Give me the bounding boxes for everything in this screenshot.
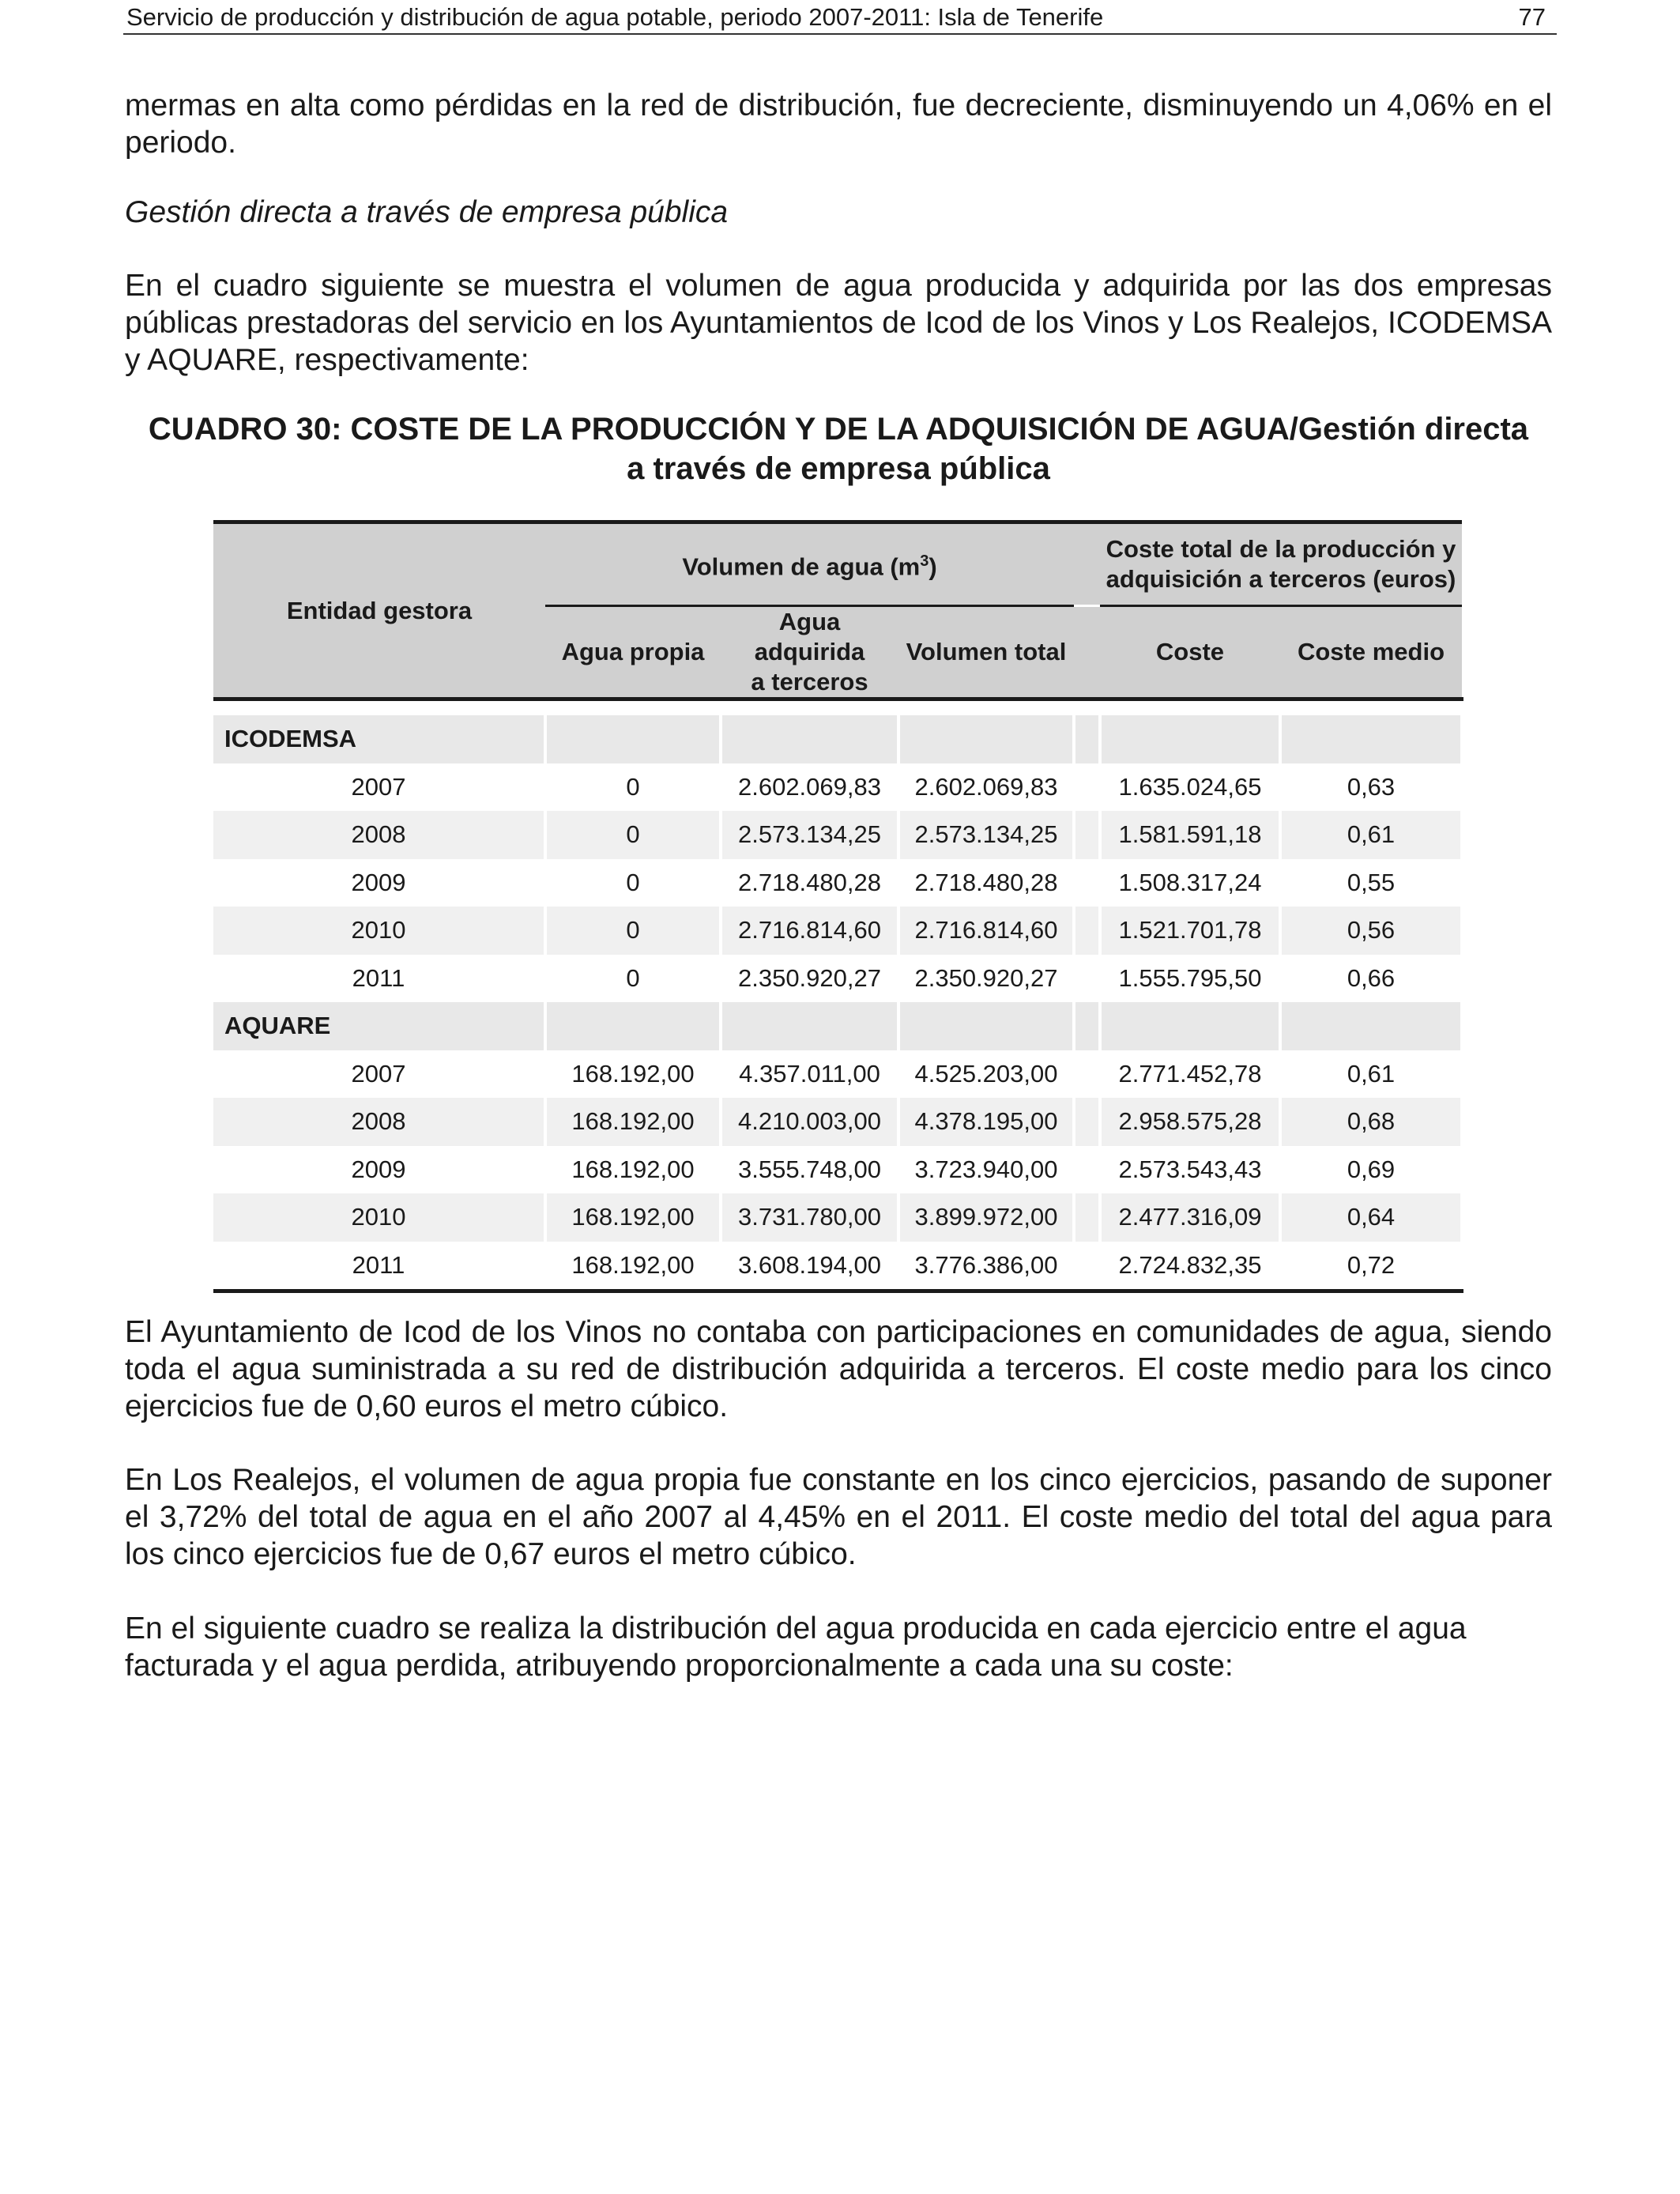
- cell-agua-adquirida: 2.573.134,25: [721, 811, 898, 859]
- cell-gap: [1074, 1146, 1100, 1194]
- cell-coste: 2.958.575,28: [1100, 1098, 1280, 1146]
- cell-agua-propia: 168.192,00: [545, 1098, 721, 1146]
- cell-gap: [1074, 1050, 1100, 1099]
- cell-agua-adquirida: 4.357.011,00: [721, 1050, 898, 1099]
- cell-coste: 2.771.452,78: [1100, 1050, 1280, 1099]
- cell-agua-propia: 0: [545, 811, 721, 859]
- table-group-row: [213, 715, 1462, 763]
- cell-agua-adquirida: 2.350.920,27: [721, 955, 898, 1003]
- cell-volumen-total: 2.350.920,27: [898, 955, 1074, 1003]
- cell-coste-medio: 0,69: [1280, 1146, 1462, 1194]
- cell-agua-adquirida: 4.210.003,00: [721, 1098, 898, 1146]
- cell-gap: [1074, 1098, 1100, 1146]
- cell-volumen-total: 4.378.195,00: [898, 1098, 1074, 1146]
- cell-coste: 1.521.701,78: [1100, 907, 1280, 955]
- cell-volumen-total: 2.716.814,60: [898, 907, 1074, 955]
- cell-agua-propia: 0: [545, 763, 721, 812]
- table-row: [213, 811, 1462, 859]
- group-name: ICODEMSA: [213, 715, 545, 763]
- cell-gap: [1074, 955, 1100, 1003]
- cell-agua-propia: 168.192,00: [545, 1242, 721, 1291]
- page-number: 77: [1518, 3, 1546, 31]
- cell-volumen-total: 2.602.069,83: [898, 763, 1074, 812]
- cell-agua-propia: 168.192,00: [545, 1146, 721, 1194]
- cell-year: 2011: [213, 955, 545, 1003]
- cell-coste: 1.508.317,24: [1100, 859, 1280, 907]
- cell-coste: 1.635.024,65: [1100, 763, 1280, 812]
- cell-coste-medio: 0,68: [1280, 1098, 1462, 1146]
- cell-year: 2009: [213, 1146, 545, 1194]
- paragraph-next-table: En el siguiente cuadro se realiza la distribución del agua producida en cada ejercicio entre el agua facturada y el agua perdida, atribuyendo proporcionalmente a cada una su coste:: [125, 1612, 1467, 1683]
- header-coste-group: Coste total de la producción y adquisición a terceros (euros): [1100, 522, 1462, 606]
- table-row: [213, 1193, 1462, 1242]
- table-row: [213, 907, 1462, 955]
- cell-agua-propia: 0: [545, 907, 721, 955]
- cell-agua-adquirida: 3.608.194,00: [721, 1242, 898, 1291]
- cell-coste: 2.477.316,09: [1100, 1193, 1280, 1242]
- cell-year: 2008: [213, 1098, 545, 1146]
- cell-coste: 1.581.591,18: [1100, 811, 1280, 859]
- header-coste-medio: Coste medio: [1280, 606, 1462, 699]
- cell-agua-adquirida: 2.716.814,60: [721, 907, 898, 955]
- cell-year: 2009: [213, 859, 545, 907]
- cell-agua-propia: 0: [545, 859, 721, 907]
- cell-gap: [1074, 907, 1100, 955]
- cell-year: 2010: [213, 907, 545, 955]
- table-row: [213, 1050, 1462, 1099]
- cell-coste-medio: 0,66: [1280, 955, 1462, 1003]
- cell-volumen-total: 3.899.972,00: [898, 1193, 1074, 1242]
- table-row: [213, 763, 1462, 812]
- cell-volumen-total: 4.525.203,00: [898, 1050, 1074, 1099]
- header-coste: Coste: [1100, 606, 1280, 699]
- header-agua-propia: Agua propia: [545, 606, 721, 699]
- cell-gap: [1074, 811, 1100, 859]
- table-row: [213, 859, 1462, 907]
- page-header: [123, 0, 1557, 35]
- group-name: AQUARE: [213, 1002, 545, 1050]
- cell-coste-medio: 0,56: [1280, 907, 1462, 955]
- table-row: [213, 955, 1462, 1003]
- table-caption: [125, 409, 1552, 488]
- cell-agua-adquirida: 3.731.780,00: [721, 1193, 898, 1242]
- table-group-row: [213, 1002, 1462, 1050]
- cell-volumen-total: 3.723.940,00: [898, 1146, 1074, 1194]
- cell-agua-adquirida: 3.555.748,00: [721, 1146, 898, 1194]
- paragraph-intro: En el cuadro siguiente se muestra el volumen de agua producida y adquirida por las dos empresas públicas prestadoras del servicio en los Ayuntamientos de Icod de los Vinos y Los Realejos, ICODEMSA y AQUARE, respectivamente:: [125, 269, 1552, 377]
- cell-agua-adquirida: 2.602.069,83: [721, 763, 898, 812]
- cell-agua-propia: 168.192,00: [545, 1050, 721, 1099]
- cell-coste-medio: 0,64: [1280, 1193, 1462, 1242]
- cell-gap: [1074, 1242, 1100, 1291]
- cell-gap: [1074, 1193, 1100, 1242]
- header-volumen-group: Volumen de agua $(m^3)$: [545, 522, 1074, 606]
- table-row: [213, 1242, 1462, 1291]
- header-entidad-gestora: Entidad gestora: [213, 522, 545, 699]
- header-agua-adquirida: Agua adquirida a terceros: [721, 606, 898, 699]
- cell-coste: 2.724.832,35: [1100, 1242, 1280, 1291]
- cell-coste-medio: 0,55: [1280, 859, 1462, 907]
- cell-coste: 1.555.795,50: [1100, 955, 1280, 1003]
- cell-year: 2007: [213, 763, 545, 812]
- cell-agua-propia: 168.192,00: [545, 1193, 721, 1242]
- cell-coste-medio: 0,63: [1280, 763, 1462, 812]
- cell-coste: 2.573.543,43: [1100, 1146, 1280, 1194]
- header-gap: [1074, 522, 1100, 606]
- cell-gap: [1074, 763, 1100, 812]
- table-row: [213, 1098, 1462, 1146]
- caption-line-1: CUADRO 30: COSTE DE LA PRODUCCIÓN Y DE LA ADQUISICIÓN DE AGUA/Gestión directa: [148, 412, 1529, 447]
- cell-year: 2011: [213, 1242, 545, 1291]
- table-spacer-row: [213, 699, 1462, 716]
- cost-table: [213, 520, 1462, 1293]
- caption-line-2: a través de empresa pública: [627, 451, 1050, 486]
- paragraph-1: mermas en alta como pérdidas en la red de distribución, fue decreciente, disminuyendo un 4,06% en el periodo.: [125, 89, 1552, 160]
- cell-gap: [1074, 859, 1100, 907]
- header-title: Servicio de producción y distribución de agua potable, periodo 2007-2011: Isla de Tenerife: [126, 3, 1104, 31]
- cell-volumen-total: 3.776.386,00: [898, 1242, 1074, 1291]
- cell-agua-propia: 0: [545, 955, 721, 1003]
- cell-coste-medio: 0,72: [1280, 1242, 1462, 1291]
- cell-volumen-total: 2.573.134,25: [898, 811, 1074, 859]
- paragraph-realejos: En Los Realejos, el volumen de agua propia fue constante en los cinco ejercicios, pasando de suponer el 3,72% del total de agua en el año 2007 al 4,45% en el 2011. El coste medio del total del agua para los cinco ejercicios fue de 0,67 euros el metro cúbico.: [125, 1463, 1552, 1571]
- section-heading: Gestión directa a través de empresa pública: [125, 195, 729, 229]
- cell-year: 2008: [213, 811, 545, 859]
- header-volumen-total: Volumen total: [898, 606, 1074, 699]
- header-gap-2: [1074, 606, 1100, 699]
- cell-coste-medio: 0,61: [1280, 1050, 1462, 1099]
- table-row: [213, 1146, 1462, 1194]
- cell-coste-medio: 0,61: [1280, 811, 1462, 859]
- cell-year: 2010: [213, 1193, 545, 1242]
- cell-year: 2007: [213, 1050, 545, 1099]
- cell-volumen-total: 2.718.480,28: [898, 859, 1074, 907]
- paragraph-icod: El Ayuntamiento de Icod de los Vinos no contaba con participaciones en comunidades de agua, siendo toda el agua suministrada a su red de distribución adquirida a terceros. El coste medio para los cinco ejercicios fue de 0,60 euros el metro cúbico.: [125, 1315, 1552, 1423]
- cell-agua-adquirida: 2.718.480,28: [721, 859, 898, 907]
